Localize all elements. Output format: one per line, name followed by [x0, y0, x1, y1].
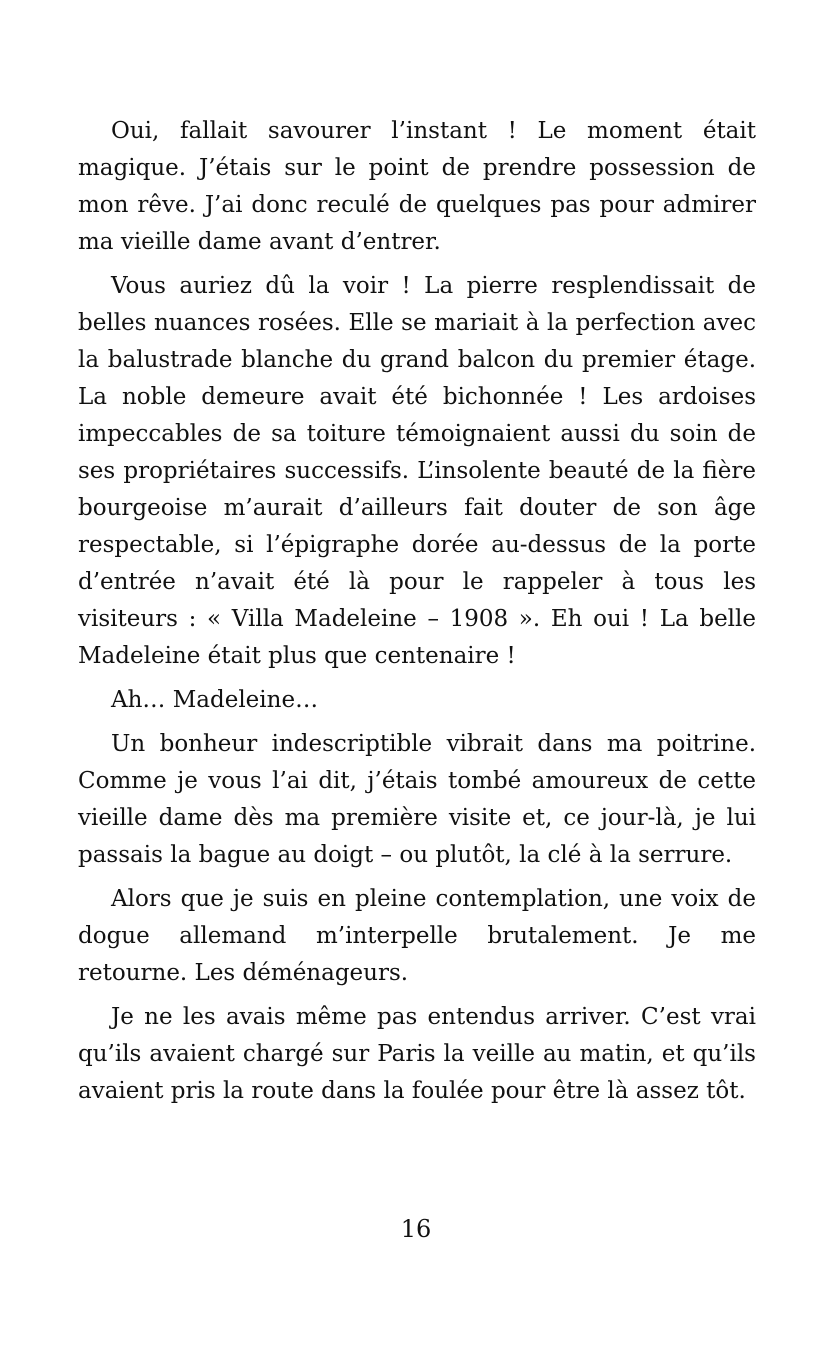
paragraph-6: Je ne les avais même pas entendus arriver. C’est vrai qu’ils avaient chargé sur Paris la veille au matin, et qu’ils avaient pris la route dans la foulée pour être là assez tôt. [78, 1004, 756, 1104]
body-text [78, 113, 756, 1117]
paragraph-2: Vous auriez dû la voir ! La pierre resplendissait de belles nuances rosées. Elle se mariait à la perfection avec la balustrade blanche du grand balcon du premier étage. La noble demeure avait été bichonnée ! Les ardoises impeccables de sa toiture témoignaient aussi du soin de ses propriétaires successifs. L’insolente beauté de la fière bourgeoise m’aurait d’ailleurs fait douter de son âge respectable, si l’épigraphe dorée au-dessus de la porte d’entrée n’avait été là pour le rappeler à tous les visiteurs : « Villa Madeleine – 1908 ». Eh oui ! La belle Madeleine était plus que centenaire ! [78, 273, 756, 669]
paragraph-1: Oui, fallait savourer l’instant ! Le moment était magique. J’étais sur le point de prendre possession de mon rêve. J’ai donc reculé de quelques pas pour admirer ma vieille dame avant d’entrer. [78, 118, 756, 255]
page-number: 16 [400, 1215, 432, 1243]
paragraph-3: Ah… Madeleine… [111, 687, 319, 713]
paragraph-5: Alors que je suis en pleine contemplation, une voix de dogue allemand m’interpelle brutalement. Je me retourne. Les déménageurs. [78, 886, 756, 986]
paragraph-4: Un bonheur indescriptible vibrait dans ma poitrine. Comme je vous l’ai dit, j’étais tombé amoureux de cette vieille dame dès ma première visite et, ce jour-là, je lui passais la bague au doigt – ou plutôt, la clé à la serrure. [78, 731, 756, 868]
